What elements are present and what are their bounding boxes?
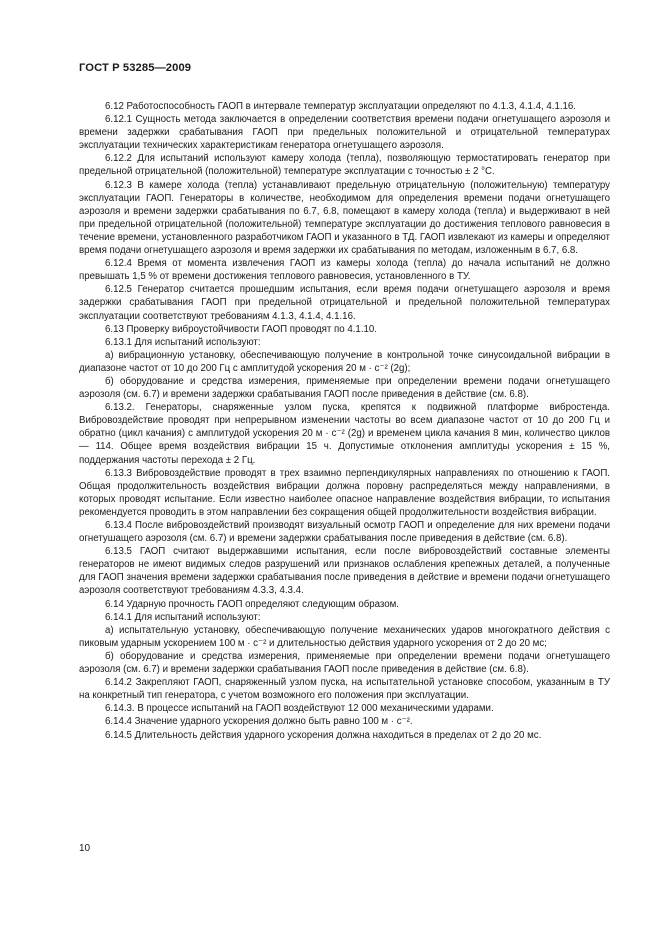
paragraph: б) оборудование и средства измерения, применяемые при определении времени подачи огнетушащего аэрозоля (см. 6.7) и времени задержки срабатывания ГАОП после приведения в действие (см. 6.8). [79,650,610,676]
paragraph: б) оборудование и средства измерения, применяемые при определении времени подачи огнетушащего аэрозоля (см. 6.7) и времени задержки срабатывания ГАОП после приведения в действие (см. 6.8). [79,375,610,401]
paragraph: а) вибрационную установку, обеспечивающую получение в контрольной точке синусоидальной вибрации в диапазоне частот от 10 до 200 Гц с амплитудой ускорения 20 м · с⁻² (2g); [79,349,610,374]
paragraph: 6.14.3. В процессе испытаний на ГАОП воздействуют 12 000 механическими ударами. [105,703,494,715]
paragraph: 6.13.1 Для испытаний используют: [105,336,261,348]
standard-header: ГОСТ Р 53285—2009 [79,62,192,74]
paragraph: 6.13.3 Вибровоздействие проводят в трех взаимно перпендикулярных направлениях по отношению к ГАОП. Общая продолжительность воздействия вибрации должна поровну распределяться между направлениями, в которых проводят испытание. Если известно наиболее опасное направление воздействия вибрации, то испытания рекомендуется проводить в этом направлении без сокращения общей продолжительности воздействия вибрации. [79,467,610,518]
paragraph: 6.14.1 Для испытаний используют: [105,611,261,623]
paragraph: 6.12.4 Время от момента извлечения ГАОП из камеры холода (тепла) до начала испытаний не должно превышать 1,5 % от времени достижения теплового равновесия, установленного в ТУ. [79,258,610,283]
paragraph: 6.13.5 ГАОП считают выдержавшими испытания, если после вибровоздействий составные элементы генераторов не имеют видимых следов разрушений или признаков ослабления крепежных деталей, а полученные для ГАОП значения времени задержки срабатывания после приведения в действие и времени подачи огнетушащего аэрозоля соответствуют требованиям 4.3.3, 4.3.4. [79,546,610,597]
paragraph: 6.13 Проверку виброустойчивости ГАОП проводят по 4.1.10. [105,323,377,335]
paragraph: 6.12.5 Генератор считается прошедшим испытания, если время подачи огнетушащего аэрозоля и время задержки срабатывания ГАОП при предельной отрицательной и предельной положительной температурах эксплуатации соответствуют требованиям 4.1.3, 4.1.4, 4.1.16. [79,284,610,322]
paragraph: 6.13.4 После вибровоздействий производят визуальный осмотр ГАОП и определение для них времени подачи огнетушащего аэрозоля (см. 6.7) и времени задержки срабатывания после приведения в действие (см. 6.8). [79,520,610,545]
paragraph: 6.14 Ударную прочность ГАОП определяют следующим образом. [105,598,400,610]
paragraph: а) испытательную установку, обеспечивающую получение механических ударов многократного действия с пиковым ударным ускорением 100 м · с⁻² и длительностью действия ударного ускорения от 2 до 20 мс; [79,624,610,649]
paragraph: 6.12 Работоспособность ГАОП в интервале температур эксплуатации определяют по 4.1.3, 4.1.4, 4.1.16. [105,101,576,112]
paragraph: 6.12.1 Сущность метода заключается в определении соответствия времени подачи огнетушащего аэрозоля и времени задержки срабатывания ГАОП при предельных положительной и отрицательной температурах эксплуатации технических характеристикам генератора огнетушащего аэрозоля. [79,114,610,152]
paragraph: 6.13.2. Генераторы, снаряженные узлом пуска, крепятся к подвижной платформе вибростенда. Вибровоздействие проводят при непрерывном изменении частоты во всем диапазоне частот от 10 до 200 Гц и обратно (цикл качания) с амплитудой ускорения 20 м · с⁻² (2g) и временем цикла качания 8 мин, количество циклов — 114. Общее время воздействия вибрации 15 ч. Допустимые отклонения амплитуды ускорения ± 15 %, поддержания частоты перехода ± 2 Гц. [79,402,610,466]
document-body [79,100,610,742]
paragraph: 6.12.3 В камере холода (тепла) устанавливают предельную отрицательную (положительную) температуру эксплуатации ГАОП. Генераторы в количестве, необходимом для определения времени подачи огнетушащего аэрозоля и времени задержки срабатывания по 6.7, 6.8, помещают в камеру холода (тепла) и выдерживают в ней при предельной отрицательной (положительной) температуре эксплуатации до достижения теплового равновесия в течение времени, установленного разработчиком ГАОП и указанного в ТД. ГАОП извлекают из камеры и определяют время подачи огнетушащего аэрозоля и время задержки их срабатывания по методам, изложенным в 6.7, 6.8. [79,179,610,257]
paragraph: 6.14.4 Значение ударного ускорения должно быть равно 100 м · с⁻². [105,716,413,728]
page-number: 10 [79,843,91,854]
paragraph: 6.14.5 Длительность действия ударного ускорения должна находиться в пределах от 2 до 20 мс. [105,729,542,741]
paragraph: 6.12.2 Для испытаний используют камеру холода (тепла), позволяющую термостатировать генератор при предельной отрицательной (положительной) температуре эксплуатации с точностью ± 2 °С. [79,153,610,178]
paragraph: 6.14.2 Закрепляют ГАОП, снаряженный узлом пуска, на испытательной установке способом, указанным в ТУ на конкретный тип генератора, с учетом возможного его положения при эксплуатации. [79,677,610,702]
